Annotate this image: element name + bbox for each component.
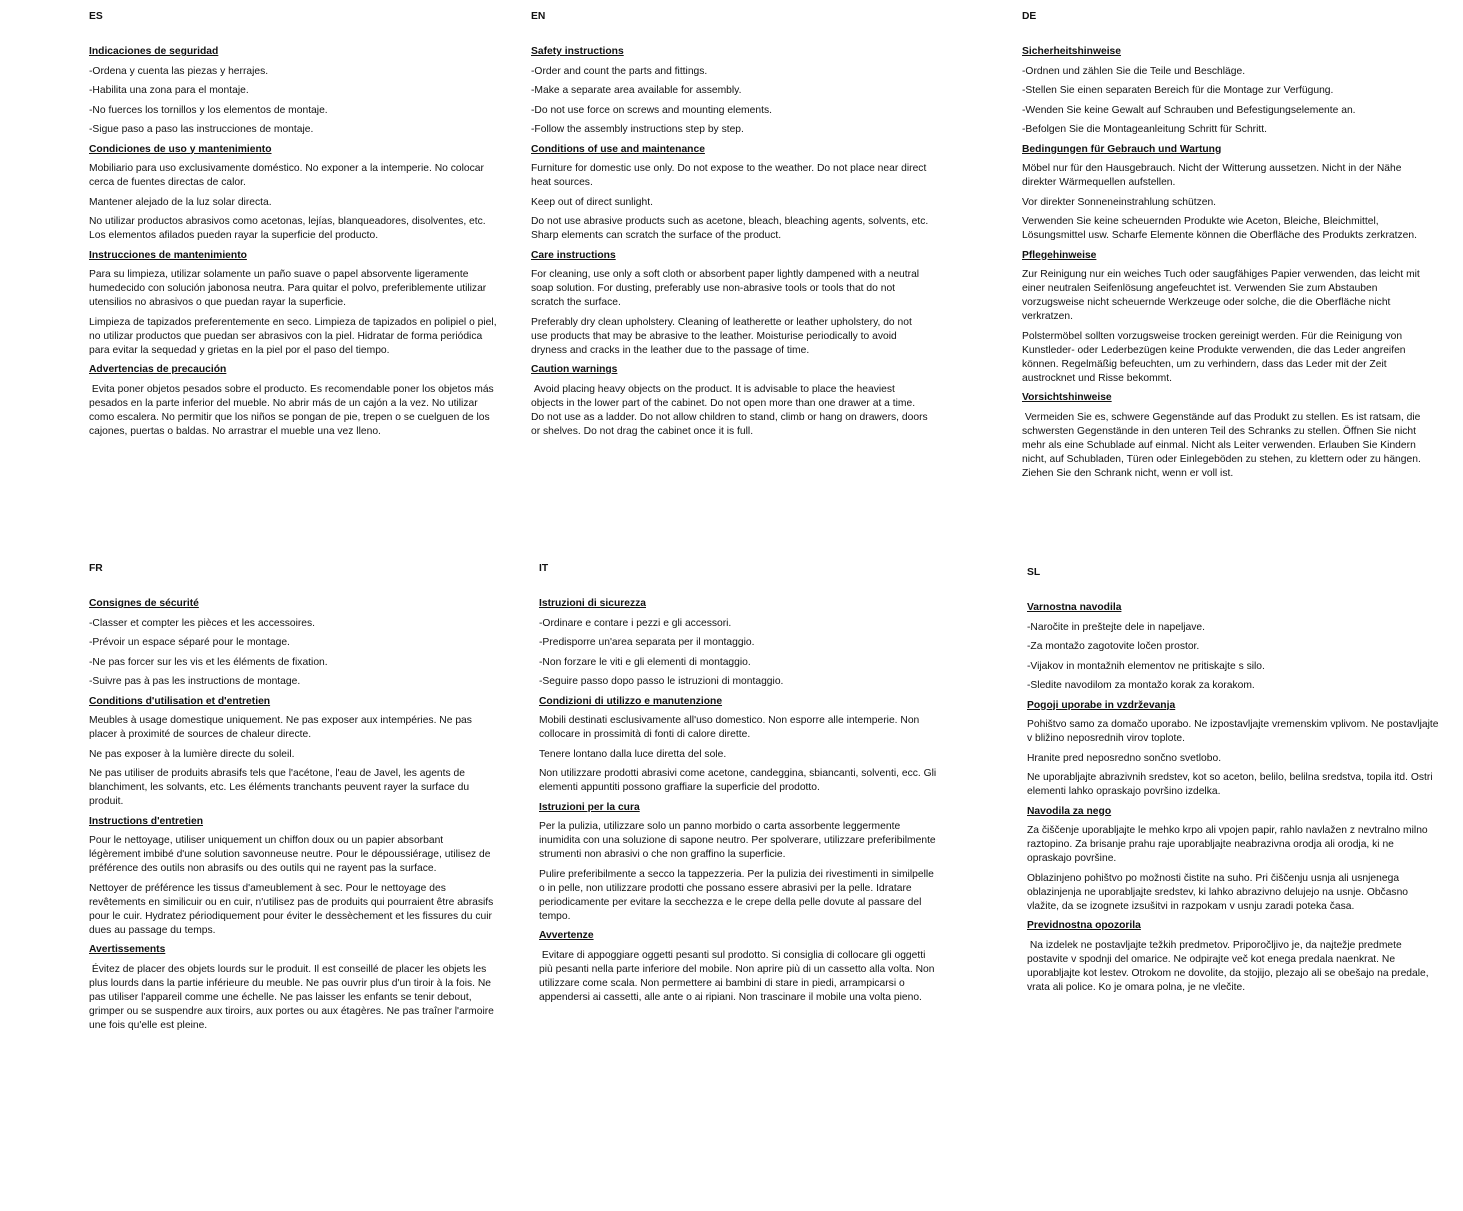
paragraph: -Non forzare le viti e gli elementi di montaggio. <box>539 656 751 668</box>
section-blocks <box>89 45 500 439</box>
paragraph: Ne pas exposer à la lumière directe du soleil. <box>89 748 295 760</box>
language-label: ES <box>89 11 103 22</box>
paragraph: Oblazinjeno pohištvo po možnosti čistite na suho. Pri čiščenju usnja ali usnjenega oblazinjenja ne uporabljajte sredstev, ki lahko abrazivno delujejo na usnje. Občasno vlažite, da se izognete izsušitvi in razpokam v usnju zaradi poteka časa. <box>1027 872 1411 912</box>
section-heading: Caution warnings <box>531 364 618 375</box>
paragraph: Non utilizzare prodotti abrasivi come acetone, candeggina, sbiancanti, solventi, ecc. Gli elementi appuntiti possono graffiare la superficie del prodotto. <box>539 768 940 793</box>
paragraph: Evita poner objetos pesados sobre el producto. Es recomendable poner los objetos más pesados en la parte inferior del mueble. No abrir más de un cajón a la vez. No utilizar como escalera. No permitir que los niños se pongan de pie, trepen o se cuelguen de los cajones, puertas o baldas. No arrastrar el mueble una vez lleno. <box>89 383 497 437</box>
language-section-de <box>1022 10 1434 486</box>
paragraph: Pour le nettoyage, utiliser uniquement un chiffon doux ou un papier absorbant légèrement imbibé d'une solution savonneuse neutre. Pour le dépoussiérage, utilisez de préférence des outils non abrasifs ou des outils qui ne rayent pas la surface. <box>89 835 494 874</box>
section-heading: Vorsichtshinweise <box>1022 392 1112 403</box>
section-heading: Avertissements <box>89 944 166 955</box>
paragraph: Pulire preferibilmente a secco la tappezzeria. Per la pulizia dei rivestimenti in similpelle o in pelle, non utilizzare prodotti che possano essere abrasivi per la pelle. Idratare periodicamente per evitare la secchezza e le crepe della pelle dovute al passare del tempo. <box>539 868 937 922</box>
language-label: DE <box>1022 11 1037 22</box>
language-label: SL <box>1027 567 1041 578</box>
paragraph: -Seguire passo dopo passo le istruzioni di montaggio. <box>539 676 784 687</box>
paragraph: Ne uporabljajte abrazivnih sredstev, kot so aceton, belilo, belilna sredstva, topila itd. Ostri elementi lahko opraskajo površino izdelka. <box>1027 772 1436 797</box>
paragraph: Nettoyer de préférence les tissus d'ameublement à sec. Pour le nettoyage des revêtements en similicuir ou en cuir, n'utilisez pas de produits qui pourraient être abrasifs pour le cuir. Hydratez périodiquement pour éviter le dessèchement et les fissures du cuir dues au passage du temps. <box>89 882 497 936</box>
paragraph: Za čiščenje uporabljajte le mehko krpo ali vpojen papir, rahlo navlažen z nevtralno milno raztopino. Za brisanje prahu raje uporabljajte neabrazivna orodja ali orodja, ki ne opraskajo površine. <box>1027 825 1431 864</box>
section-heading: Condiciones de uso y mantenimiento <box>89 143 272 155</box>
section-heading: Varnostna navodila <box>1027 602 1122 613</box>
paragraph: -Befolgen Sie die Montageanleitung Schritt für Schritt. <box>1022 124 1267 135</box>
section-blocks <box>531 45 932 439</box>
paragraph: -Naročite in preštejte dele in napeljave. <box>1027 621 1206 633</box>
section-heading: Bedingungen für Gebrauch und Wartung <box>1022 143 1222 155</box>
paragraph: -Classer et compter les pièces et les accessoires. <box>89 617 316 629</box>
section-heading: Condizioni di utilizzo e manutenzione <box>539 695 723 707</box>
paragraph: -Prévoir un espace séparé pour le montage. <box>89 637 290 648</box>
paragraph: Per la pulizia, utilizzare solo un panno morbido o carta assorbente leggermente inumidita con una soluzione di sapone neutro. Per spolverare, utilizzare preferibilmente strumenti non abrasivi o che non graffino la superficie. <box>539 821 939 860</box>
paragraph: -Sledite navodilom za montažo korak za korakom. <box>1027 680 1255 691</box>
paragraph: Avoid placing heavy objects on the product. It is advisable to place the heaviest objects in the lower part of the cabinet. Do not open more than one drawer at a time. Do not use as a ladder. Do not allow children to stand, climb or hang on drawers, doors or shelves. Do not drag the cabinet once it is full. <box>531 383 931 437</box>
language-section-sl <box>1027 566 1442 1000</box>
section-heading: Conditions of use and maintenance <box>531 143 705 155</box>
paragraph: Möbel nur für den Hausgebrauch. Nicht der Witterung aussetzen. Nicht in der Nähe direkter Wärmequellen aufstellen. <box>1022 163 1405 188</box>
paragraph: Verwenden Sie keine scheuernden Produkte wie Aceton, Bleiche, Bleichmittel, Lösungsmittel usw. Scharfe Elemente können die Oberfläche des Produkts zerkratzen. <box>1022 216 1417 241</box>
paragraph: Zur Reinigung nur ein weiches Tuch oder saugfähiges Papier verwenden, das leicht mit einer neutralen Seifenlösung angefeuchtet ist. Verwenden Sie zum Abstauben vorzugsweise nicht scheuernde Werkzeuge oder solche, die die Oberfläche nicht verkratzen. <box>1022 269 1423 322</box>
paragraph: Pohištvo samo za domačo uporabo. Ne izpostavljajte vremenskim vplivom. Ne postavljajte v bližino neposrednih virov toplote. <box>1027 719 1442 744</box>
language-section-fr <box>89 562 497 1038</box>
paragraph: Do not use abrasive products such as acetone, bleach, bleaching agents, solvents, etc. Sharp elements can scratch the surface of the product. <box>531 216 932 241</box>
section-blocks <box>539 597 940 1005</box>
paragraph: Vermeiden Sie es, schwere Gegenstände auf das Produkt zu stellen. Es ist ratsam, die schwersten Gegenstände in den unteren Teil des Schranks zu stellen. Öffnen Sie nicht mehr als eine Schublade auf einmal. Nicht als Leiter verwenden. Erlauben Sie Kindern nicht, auf Schubladen, Türen oder Einlegeböden zu stehen, zu klettern oder zu hängen. Ziehen Sie den Schrank nicht, wenn er voll ist. <box>1022 411 1424 479</box>
paragraph: -Sigue paso a paso las instrucciones de montaje. <box>89 124 314 135</box>
section-heading: Instructions d'entretien <box>89 815 204 827</box>
section-heading: Sicherheitshinweise <box>1022 46 1122 57</box>
paragraph: -Za montažo zagotovite ločen prostor. <box>1027 641 1200 652</box>
section-blocks <box>89 597 497 1033</box>
section-heading: Consignes de sécurité <box>89 598 199 609</box>
paragraph: Keep out of direct sunlight. <box>531 196 653 208</box>
language-section-en <box>531 10 932 444</box>
paragraph: No utilizar productos abrasivos como acetonas, lejías, blanqueadores, disolventes, etc. Los elementos afilados pueden rayar la superficie del producto. <box>89 216 489 241</box>
section-heading: Istruzioni per la cura <box>539 801 640 813</box>
section-heading: Care instructions <box>531 249 616 261</box>
paragraph: -Order and count the parts and fittings. <box>531 65 708 77</box>
paragraph: Limpieza de tapizados preferentemente en seco. Limpieza de tapizados en polipiel o piel, no utilizar productos que puedan ser abrasivos con la piel. Hidratar de forma periódica para evitar la sequedad y grietas en la piel por el paso del tiempo. <box>89 316 500 356</box>
section-heading: Advertencias de precaución <box>89 364 227 375</box>
section-heading: Pogoji uporabe in vzdrževanja <box>1027 699 1176 711</box>
section-heading: Istruzioni di sicurezza <box>539 598 646 609</box>
language-label: FR <box>89 563 103 574</box>
paragraph: Hranite pred neposredno sončno svetlobo. <box>1027 752 1222 764</box>
language-section-it <box>539 562 940 1010</box>
paragraph: -No fuerces los tornillos y los elementos de montaje. <box>89 104 328 116</box>
paragraph: Ne pas utiliser de produits abrasifs tels que l'acétone, l'eau de Javel, les agents de blanchiment, les solvants, etc. Les éléments tranchants peuvent rayer la surface du produit. <box>89 768 472 807</box>
paragraph: Mobiliario para uso exclusivamente doméstico. No exponer a la intemperie. No colocar cerca de fuentes directas de calor. <box>89 163 487 188</box>
language-section-es <box>89 10 500 444</box>
language-label: EN <box>531 11 546 22</box>
paragraph: -Ordinare e contare i pezzi e gli accessori. <box>539 617 732 629</box>
paragraph: Preferably dry clean upholstery. Cleaning of leatherette or leather upholstery, do not use products that may be abrasive to the leather. Moisturise periodically to avoid dryness and cracks in the leather due to the passage of time. <box>531 316 915 356</box>
paragraph: -Ordena y cuenta las piezas y herrajes. <box>89 65 269 77</box>
section-heading: Previdnostna opozorila <box>1027 920 1141 931</box>
paragraph: Furniture for domestic use only. Do not expose to the weather. Do not place near direct heat sources. <box>531 163 930 188</box>
section-heading: Safety instructions <box>531 46 624 57</box>
paragraph: -Vijakov in montažnih elementov ne pritiskajte s silo. <box>1027 660 1265 672</box>
section-heading: Indicaciones de seguridad <box>89 46 219 57</box>
paragraph: Mantener alejado de la luz solar directa. <box>89 196 272 208</box>
paragraph: -Ne pas forcer sur les vis et les éléments de fixation. <box>89 656 328 668</box>
paragraph: -Suivre pas à pas les instructions de montage. <box>89 676 301 687</box>
paragraph: -Habilita una zona para el montaje. <box>89 85 249 96</box>
paragraph: -Follow the assembly instructions step by step. <box>531 124 744 135</box>
paragraph: -Ordnen und zählen Sie die Teile und Beschläge. <box>1022 65 1246 77</box>
paragraph: -Do not use force on screws and mounting elements. <box>531 104 772 116</box>
paragraph: -Wenden Sie keine Gewalt auf Schrauben und Befestigungselemente an. <box>1022 104 1356 116</box>
paragraph: Evitare di appoggiare oggetti pesanti sul prodotto. Si consiglia di collocare gli oggetti più pesanti nella parte inferiore del mobile. Non aprire più di un cassetto alla volta. Non utilizzare come scala. Non permettere ai bambini di stare in piedi, arrampicarsi o appendersi ai cassetti, alle ante o ai ripiani. Non trascinare il mobile una volta pieno. <box>539 949 938 1003</box>
paragraph: Tenere lontano dalla luce diretta del sole. <box>539 748 727 760</box>
section-heading: Pflegehinweise <box>1022 249 1097 261</box>
language-label: IT <box>539 563 549 574</box>
paragraph: Na izdelek ne postavljajte težkih predmetov. Priporočljivo je, da najtežje predmete postavite v spodnji del omarice. Ne odpirajte več kot enega predala naenkrat. Ne uporabljajte kot lestev. Otrokom ne dovolite, da stojijo, plezajo ali se obešajo na predale, vrata ali police. Ko je omara polna, je ne vlečite. <box>1027 939 1432 993</box>
paragraph: Mobili destinati esclusivamente all'uso domestico. Non esporre alle intemperie. Non collocare in prossimità di fonti di calore dirette. <box>539 715 923 740</box>
paragraph: -Make a separate area available for assembly. <box>531 85 742 96</box>
paragraph: Vor direkter Sonneneinstrahlung schützen. <box>1022 196 1217 208</box>
paragraph: -Stellen Sie einen separaten Bereich für die Montage zur Verfügung. <box>1022 85 1334 96</box>
paragraph: For cleaning, use only a soft cloth or absorbent paper lightly dampened with a neutral soap solution. For dusting, preferably use non-abrasive tools or tools that do not scratch the surface. <box>531 269 922 308</box>
section-blocks <box>1022 45 1434 481</box>
section-heading: Instrucciones de mantenimiento <box>89 249 247 261</box>
paragraph: Évitez de placer des objets lourds sur le produit. Il est conseillé de placer les objets les plus lourds dans la partie inférieure du meuble. Ne pas ouvrir plus d'un tiroir à la fois. Ne pas utiliser l'appareil comme une échelle. Ne pas laisser les enfants se tenir debout, grimper ou se suspendre aux tiroirs, aux portes ou aux étagères. Ne pas traîner l'armoire une fois qu'elle est pleine. <box>89 963 497 1031</box>
paragraph: Para su limpieza, utilizar solamente un paño suave o papel absorvente ligeramente humedecido con solución jabonosa neutra. Para quitar el polvo, preferiblemente utilizar utensilios no abrasivos o que puedan rayar la superficie. <box>89 269 490 308</box>
section-heading: Conditions d'utilisation et d'entretien <box>89 695 271 707</box>
section-blocks <box>1027 601 1442 995</box>
paragraph: -Predisporre un'area separata per il montaggio. <box>539 637 755 648</box>
section-heading: Navodila za nego <box>1027 805 1112 817</box>
section-heading: Avvertenze <box>539 930 594 941</box>
paragraph: Meubles à usage domestique uniquement. Ne pas exposer aux intempéries. Ne pas placer à proximité de sources de chaleur directe. <box>89 715 475 740</box>
paragraph: Polstermöbel sollten vorzugsweise trocken gereinigt werden. Für die Reinigung von Kunstleder- oder Lederbezügen keine Produkte verwenden, die das Leder angreifen können. Regelmäßig befeuchten, um zu verhindern, dass das Leder mit der Zeit austrocknet und Risse bekommt. <box>1022 330 1409 384</box>
